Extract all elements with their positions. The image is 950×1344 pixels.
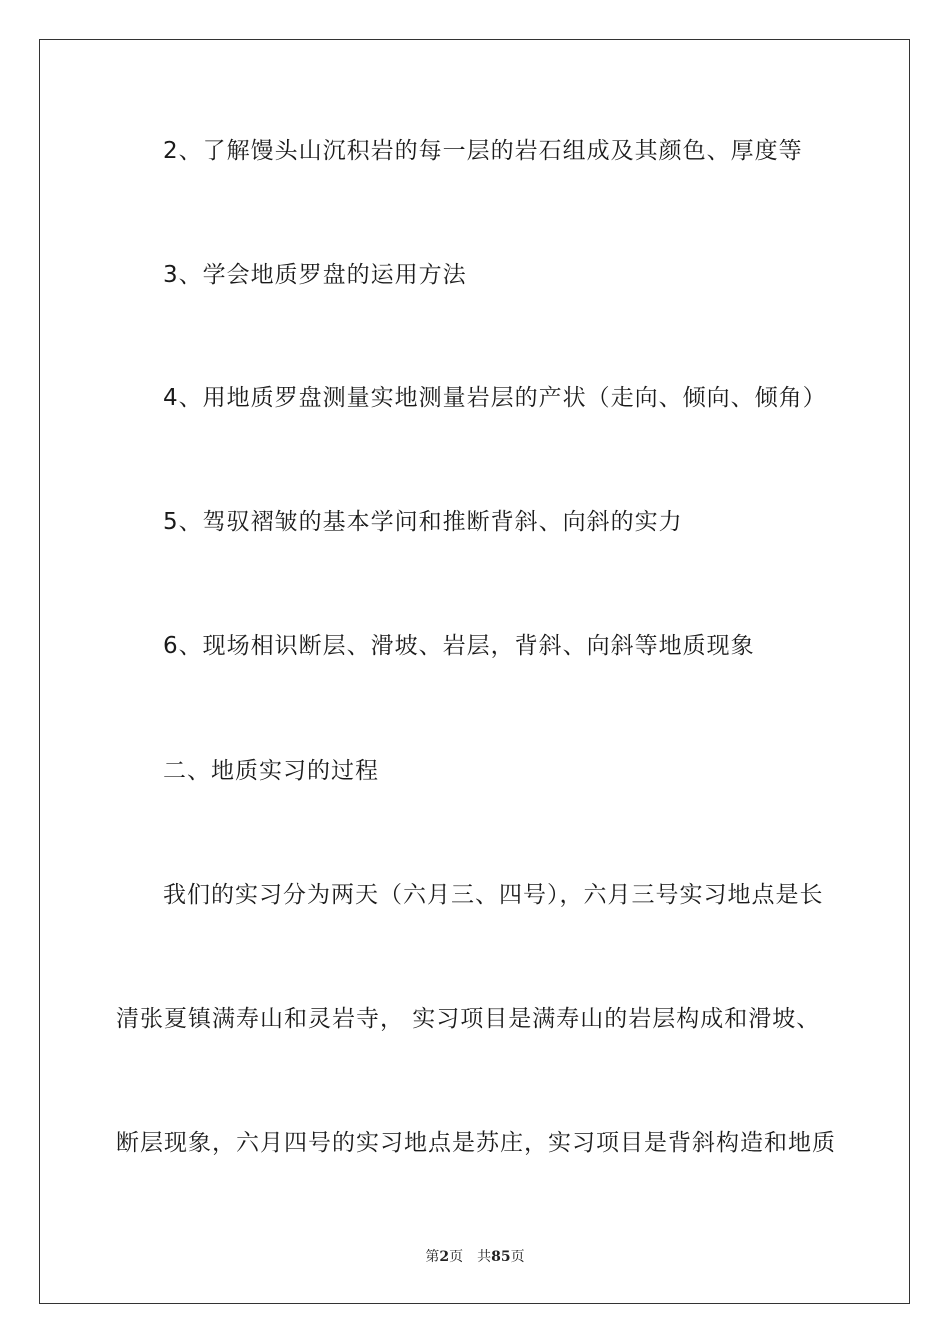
footer-total-prefix: 共 <box>477 1249 492 1265</box>
footer-page-number: 2 <box>439 1249 450 1265</box>
text-line-objective-2: 2、了解馒头山沉积岩的每一层的岩石组成及其颜色、厚度等 <box>163 138 803 164</box>
footer-page-prefix: 第 <box>425 1249 440 1265</box>
footer-total-suffix: 页 <box>510 1249 525 1265</box>
page-footer <box>0 1246 950 1266</box>
section-heading: 二、地质实习的过程 <box>163 758 379 784</box>
text-line-objective-3: 3、学会地质罗盘的运用方法 <box>163 262 467 288</box>
paragraph-line-1: 我们的实习分为两天（六月三、四号），六月三号实习地点是长 <box>163 882 824 908</box>
text-line-objective-6: 6、现场相识断层、滑坡、岩层，背斜、向斜等地质现象 <box>163 633 755 659</box>
text-line-objective-4: 4、用地质罗盘测量实地测量岩层的产状（走向、倾向、倾角） <box>163 385 827 411</box>
footer-total-pages: 85 <box>491 1249 511 1265</box>
paragraph-line-3: 断层现象，六月四号的实习地点是苏庄，实习项目是背斜构造和地质 <box>116 1130 836 1156</box>
page-frame <box>39 39 910 1304</box>
footer-page-suffix: 页 <box>449 1249 464 1265</box>
text-line-objective-5: 5、驾驭褶皱的基本学问和推断背斜、向斜的实力 <box>163 509 683 535</box>
paragraph-line-2: 清张夏镇满寿山和灵岩寺， 实习项目是满寿山的岩层构成和滑坡、 <box>116 1006 821 1032</box>
